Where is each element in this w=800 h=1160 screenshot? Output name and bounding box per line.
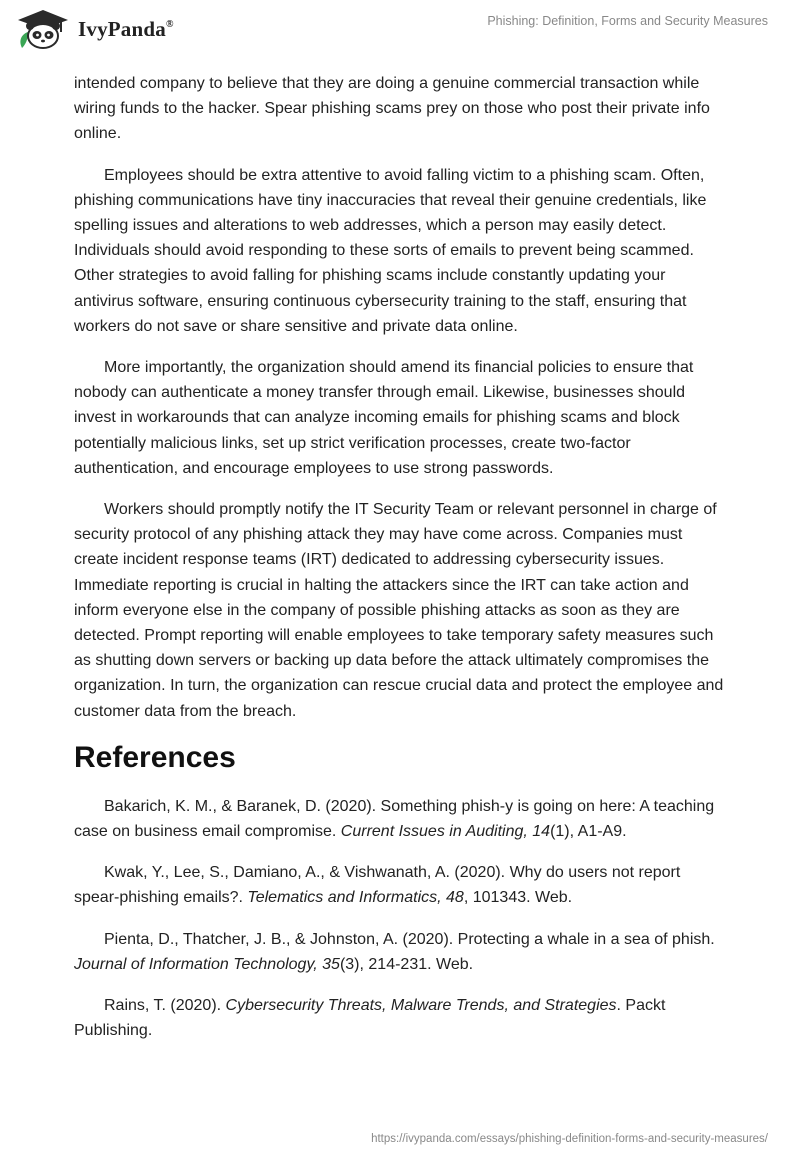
body-paragraph: Employees should be extra attentive to avoid falling victim to a phishing scam. Often, phishing communications have tiny inaccuracies that reveal their genuine credentials, like spelling issues and alterations to web addresses, which a person may easily detect. Individuals should avoid responding to these sorts of emails to prevent being scammed. Other strategies to avoid falling for phishing scams include constantly updating your antivirus software, ensuring continuous cybersecurity training to the staff, ensuring that workers do not save or share sensitive and private data online. <box>74 166 707 335</box>
reference-entry: Rains, T. (2020). Cybersecurity Threats, Malware Trends, and Strategies. Packt Publishing. <box>74 997 666 1040</box>
panda-graduate-icon <box>14 8 72 50</box>
body-paragraph: intended company to believe that they are doing a genuine commercial transaction while wiring funds to the hacker. Spear phishing scams prey on those who post their private info online. <box>74 75 710 143</box>
essay-content <box>74 71 724 1060</box>
ivypanda-logo[interactable] <box>14 8 174 50</box>
brand-name: IvyPanda® <box>78 16 174 41</box>
references-heading: References <box>74 740 236 774</box>
page-header <box>0 0 800 70</box>
document-title: Phishing: Definition, Forms and Security Measures <box>487 14 768 28</box>
body-paragraph: Workers should promptly notify the IT Security Team or relevant personnel in charge of security protocol of any phishing attack they may have come across. Companies must create incident response teams (IRT) dedicated to addressing cybersecurity issues. Immediate reporting is crucial in halting the attackers since the IRT can take action and inform everyone else in the company of possible phishing attacks as soon as they are detected. Prompt reporting will enable employees to take temporary safety measures such as shutting down servers or backing up data before the attack ultimately compromises the organization. In turn, the organization can rescue crucial data and protect the employee and customer data from the breach. <box>74 501 724 720</box>
body-paragraph: More importantly, the organization should amend its financial policies to ensure that nobody can authenticate a money transfer through email. Likewise, businesses should invest in workarounds that can analyze incoming emails for phishing scams and block potentially malicious links, set up strict verification processes, create two-factor authentication, and encourage employees to use strong passwords. <box>74 359 694 477</box>
reference-entry: Kwak, Y., Lee, S., Damiano, A., & Vishwanath, A. (2020). Why do users not report spear-phishing emails?. Telematics and Informatics, 48, 101343. Web. <box>74 864 681 907</box>
source-url-link[interactable]: https://ivypanda.com/essays/phishing-definition-forms-and-security-measures/ <box>371 1133 768 1145</box>
reference-entry: Bakarich, K. M., & Baranek, D. (2020). Something phish-y is going on here: A teaching case on business email compromise. Current Issues in Auditing, 14(1), A1-A9. <box>74 797 715 841</box>
reference-entry: Pienta, D., Thatcher, J. B., & Johnston, A. (2020). Protecting a whale in a sea of phish. Journal of Information Technology, 35(3), 214-231. Web. <box>74 930 715 973</box>
